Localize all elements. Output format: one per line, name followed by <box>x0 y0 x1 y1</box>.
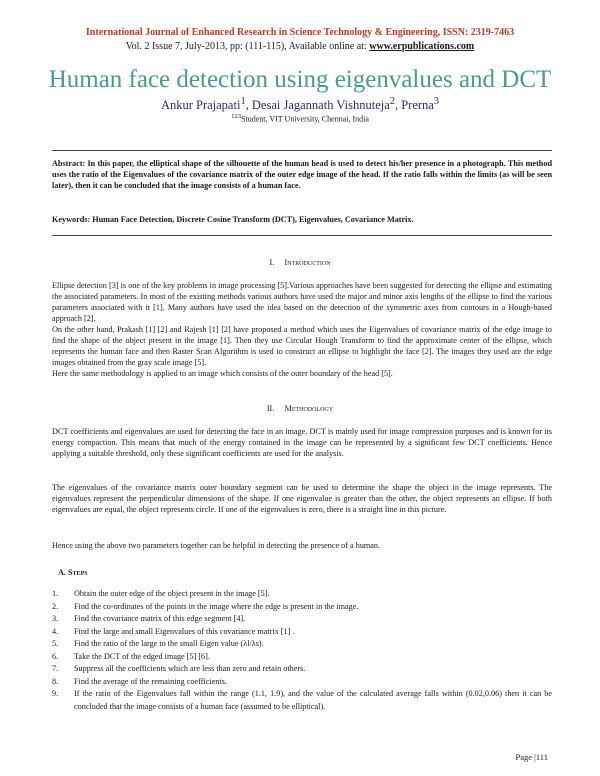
step-item <box>52 638 552 651</box>
step-item <box>52 663 552 676</box>
step-number: 5. <box>52 639 59 648</box>
author-3: , Prerna <box>394 98 434 113</box>
paper-title: Human face detection using eigenvalues and DCT <box>48 66 552 93</box>
subsection-steps: A. Steps <box>58 568 88 577</box>
step-number: 4. <box>52 626 59 636</box>
methodology-paragraph-1: DCT coefficients and eigenvalues are used for detecting the face in an image. DCT is mainly used for image compression purposes and is known for its energy compaction. This means that much of the energy contained in the image can be represented by a significant few DCT coefficients. Hence applying a suitable threshold, only these significant coefficients are used for the analysis. <box>52 427 552 458</box>
step-text: Find the covariance matrix of this edge segment [4]. <box>74 614 246 623</box>
abstract <box>52 158 552 191</box>
step-number: 1. <box>52 589 59 598</box>
steps-list <box>52 588 552 713</box>
page-label: Page | <box>515 752 536 762</box>
section-heading-methodology <box>0 404 600 413</box>
step-number: 3. <box>52 614 59 623</box>
step-text: Find the ratio of the large to the small Eigen value (λl/λs). <box>74 639 264 648</box>
section-heading-introduction <box>0 258 600 267</box>
author-2-sup: 2 <box>389 96 395 107</box>
top-divider <box>52 150 552 151</box>
section-2-number: II. <box>266 404 275 413</box>
step-number: 7. <box>52 664 59 673</box>
step-text: Suppress all the coefficients which are less than zero and retain others. <box>74 664 306 673</box>
section-1-number: I. <box>269 258 275 267</box>
author-3-sup: 3 <box>433 96 440 107</box>
step-number: 8. <box>52 676 59 686</box>
step-number: 6. <box>52 651 59 661</box>
step-text: Find the large and small Eigenvalues of this covariance matrix [1] . <box>74 626 295 636</box>
intro-paragraph-2: On the other hand, Prakash [1] [2] and Rajesh [1] [2] have proposed a method which uses the Eigenvalues of covariance matrix of the edge image to find the shape of the object present in the image [1]. Then they use Circular Hough Transform to find the approximate center of the ellipse, which represents the human face and then Raster Scan Algorithm is used to construct an ellipse to highlight the face [2]. The images they used are the edge images obtained from the gray scale image [5]. <box>52 325 552 367</box>
step-text: Find the average of the remaining coefficients. <box>74 676 227 686</box>
step-item <box>52 688 552 713</box>
introduction-body <box>52 280 552 379</box>
author-1: Ankur Prajapati <box>160 98 241 113</box>
affiliation <box>0 113 600 124</box>
step-number: 9. <box>52 689 59 698</box>
step-number: 2. <box>52 601 59 611</box>
step-item <box>52 613 552 626</box>
step-text: Find the co-ordinates of the points in the image where the edge is present in the image. <box>74 601 359 611</box>
bottom-divider <box>52 235 552 236</box>
keywords-label: Keywords <box>52 215 88 224</box>
page-number-value: 111 <box>535 752 548 762</box>
intro-paragraph-1: Ellipse detection [3] is one of the key problems in image processing [5].Various approaches have been suggested for detecting the ellipse and estimating the associated parameters. In most of the existing methods various authors have used the major and minor axis lengths of the ellipse to find the various parameters associated with it [1]. Many authors have used the idea based on the detection of the symmetric axes from contours in a Hough-based approach [2]. <box>52 281 552 323</box>
abstract-label: Abstract <box>52 159 83 168</box>
affiliation-sup: 123 <box>231 113 242 120</box>
author-1-sup: 1 <box>240 96 246 107</box>
affiliation-text: Student, VIT University, Chennai, India <box>241 114 369 124</box>
step-item <box>52 588 552 601</box>
step-text: Obtain the outer edge of the object present in the image [5]. <box>74 589 270 598</box>
volume-text: Vol. 2 Issue 7, July-2013, pp: (111-115), Available online at: <box>125 41 370 52</box>
abstract-text: : In this paper, the elliptical shape of the silhouette of the human head is used to detect his/her presence in a photograph. This method uses the ratio of the Eigenvalues of the covariance matrix of the outer edge image of the head. If the ratio falls within the limits (as will be seen later), then it can be concluded that the image consists of a human face. <box>52 159 552 190</box>
step-text: Take the DCT of the edged image [5] [6]. <box>74 651 210 661</box>
page-number <box>516 752 548 762</box>
methodology-paragraph-3: Hence using the above two parameters together can be helpful in detecting the presence of a human. <box>52 541 381 550</box>
step-item <box>52 676 552 689</box>
volume-line <box>0 41 600 52</box>
journal-url-link[interactable]: www.erpublications.com <box>369 41 475 52</box>
author-list <box>0 96 600 113</box>
step-item <box>52 626 552 639</box>
section-1-title: Introduction <box>284 258 331 267</box>
journal-name: International Journal of Enhanced Research in Science Technology & Engineering, ISSN: 2319-7463 <box>85 27 515 38</box>
methodology-paragraph-2: The eigenvalues of the covariance matrix outer boundary segment can be used to determine the shape the object in the image represents. The eigenvalues represent the perpendicular dimensions of the shape. If one eigenvalue is greater than the other, the object represents an ellipse. If both eigenvalues are equal, the object represents circle. If one of the eigenvalues is zero, there is a straight line in this picture. <box>52 483 552 514</box>
step-text: If the ratio of the Eigenvalues fall within the range (1.1, 1.9), and the value of the calculated average falls within (0.02,0.06) then it can be concluded that the image consists of a human face (assumed to be elliptical). <box>74 689 552 711</box>
section-2-title: Methodology <box>284 404 334 413</box>
step-item <box>52 651 552 664</box>
keywords-text: : Human Face Detection, Discrete Cosine Transform (DCT), Eigenvalues, Covariance Matrix. <box>87 215 414 224</box>
author-2: , Desai Jagannath Vishnuteja <box>245 98 390 113</box>
keywords <box>52 215 552 224</box>
step-item <box>52 601 552 614</box>
intro-paragraph-3: Here the same methodology is applied to an image which consists of the outer boundary of the head [5]. <box>52 369 393 378</box>
